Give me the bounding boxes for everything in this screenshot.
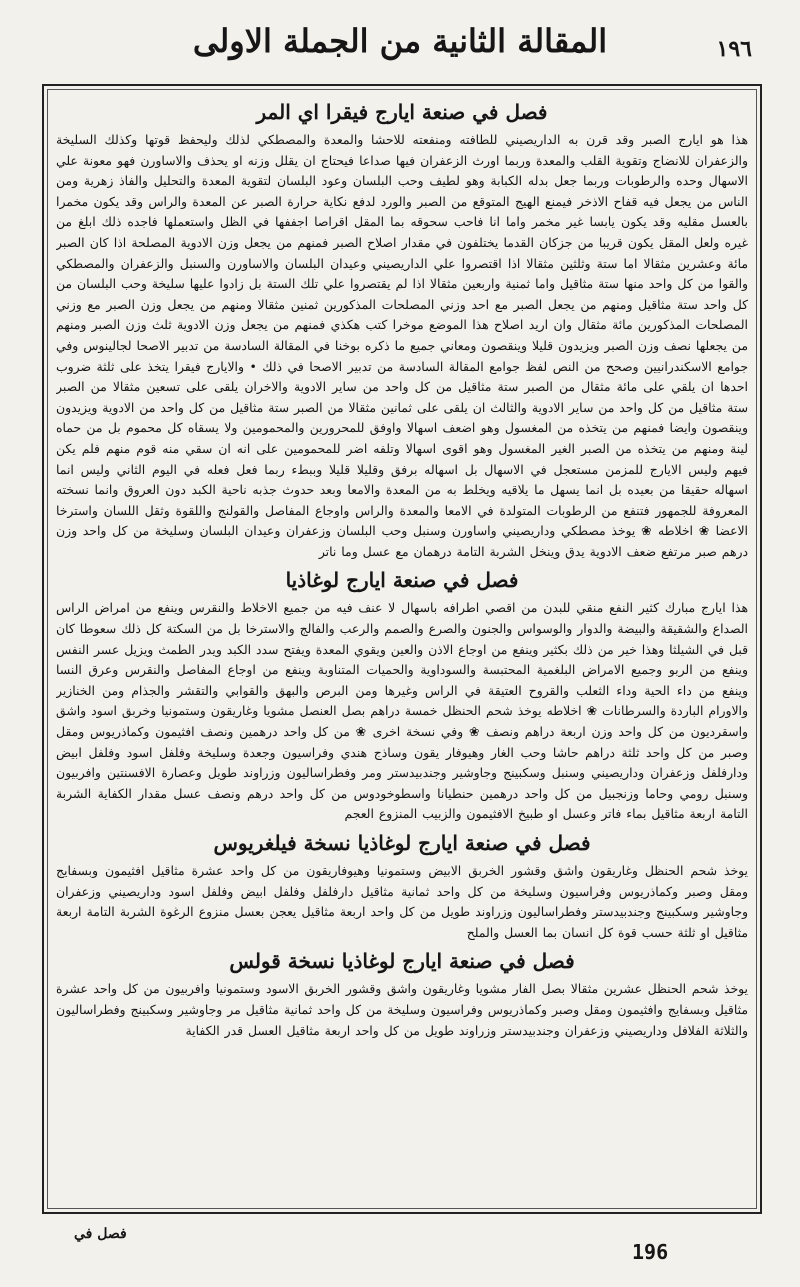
running-title: المقالة الثانية من الجملة الاولى <box>192 22 608 60</box>
section-heading: فصل في صنعة ايارج لوغاذيا نسخة فيلغريوس <box>213 831 591 855</box>
text-frame <box>42 84 762 1214</box>
section-paragraph: هذا هو ايارج الصبر وقد قرن به الداريصيني للطافته ومنفعته للاحشا والمعدة والمصطكي لذلك وليحفظ قوتها وكذلك السليخة والزعفران للانضاج وتقوية القلب والمعدة وربما اورث الزعفران فيها صداعا فيحتاج ان يقلل وزنه او يحذف والاساورن فهو معونة علي الاسهال وحده والرطوبات وربما جعل بدله الكبابة وهو لطيف وحب البلسان وعود البلسان لتقوية المعدة والتحليل والفاذ زهرية ومن الناس من يجعل فيه قفاح الاذخر فيمنع الهيج المتوقع من الصبر والورد لدفع نكاية حرارة الصبر عن المعدة والراس وقد يكون مخمرا بالعسل مقليه وقد يكون يابسا غير مخمر واما انا فاحب سحوقه بما المقل اقراصا اجففها في الظل واستعملها فاجده ذلك ابلغ من غيره ولعل المقل يكون قريبا من جزكان القدما يختلفون في مقدار اصلاح الصبر فمنهم من يجعل وزن الادوية المصلحة اذا كان الصبر مائة وعشرين مثقالا اما ستة وثلثين مثقالا اذا اقتصروا علي الداريصيني وعيدان البلسان والاساورن والسنبل والزعفران والمصطكي والقوا من كل واحد منها ستة مثاقيل واما ثمنية واربعين مثقالا اذا لم يقتصروا علي تلك الستة بل زادوا عليها سليخة وحب البلسان من كل واحد ستة مثاقيل ومنهم من يجعل الصبر مع احد وزني المصلحات المذكورين ثمنين مثقالا ومنهم من يجعل وزن الصبر مع وزني المصلحات المذكورين مائة مثقال وان اريد اصلاح هذا الموضع موخرا كتب هكذي فمنهم من يجعل وزن الادوية ثلث وزن الصبر ومنهم من يجعلها نصف وزن الصبر ويزيدون قليلا وينقصون ومعاني جميع ما ذكره بوخنا في المقالة السادسة من تدبير الاصحا لجالينوس وفي جوامع الاسكندرانيين وصحح من النص لفظ جوامع المقالة السادسة من تدبير الاصحا في ذلك • والايارج فيقرا يتخذ على ثلثة ضروب احدها ان يلقي على مائة مثقال من الصبر ستة مثاقيل من كل واحد من ساير الادوية والاخران يلقى على تسعين مثقالا من الصبر ستة مثاقيل من كل واحد من ساير الادوية والثالث ان يلقى على ثمانين مثقالا من الصبر ستة مثاقيل من كل واحد من الادوية ويزيدون وينقصون وايضا فمنهم من يتخذه من المغسول وهو اضعف اسهالا واوفق للمحرورين والمحمومين ولا يسقاه كل محموم بل من حماه لينة ومنهم من يتخذه من الصبر الغير المغسول وهو اقوى اسهالا وتلفه اضر للمحمومين على انه ان سقي منه قوم منهم فلم يكن فيهم وليس الايارج للمزمن مستعجل في الاسهال بل اسهاله برفق وقليلا قليلا وببطء ربما فعل فعله في اليوم الثاني وليس انما اسهاله حقيقا من بعيده بل انما يسهل ما يلاقيه ويخلط به من المعدة والامعا وبعد حدوث جذبه ناحية الكبد دون العروق وانما نسخته المعروفة للجمهور فتنفع من الرطوبات المتولدة في الامعا والمعدة والراس واوجاع المفاصل والقولنج واللقوة وثقل اللسان واسترخا الاعضا ❀ اخلاطه ❀ يوخذ مصطكي وداريصيني واساورن وسنبل وحب البلسان وزعفران وعيدان البلسان وسليخة من كل واحد وزن درهم صبر مرتفع ضعف الادوية يدق وينخل الشربة التامة درهمان مع عسل وما ناتر <box>56 132 748 559</box>
section-heading: فصل في صنعة ايارج لوغاذيا نسخة قولس <box>229 949 575 974</box>
text-body <box>56 94 748 1204</box>
section-paragraph: هذا ايارج مبارك كثير النفع منقي للبدن من اقصي اطرافه باسهال لا عنف فيه من جميع الاخلاط والنقرس وينفع من امراض الراس الصداع والشقيقة والبيضة والدوار والوسواس والجنون والصرع والصمم والرعب والفالج والاسترخا بل من السكتة كل ذلك سعوطا كان قبل في الشيلثا وهذا خير من ذلك بكثير وينفع من اوجاع الاذن والعين ويقوي المعدة ويفتح سدد الكبد ويدر الطمث ويزيل عسر النفس وينفع من الربو وجميع الامراض البلغمية المحتبسة والسوداوية والحميات المتناوبة وينفع من اوجاع المفاصل والنقرس وعرق النسا وينفع من داء الحية وداء الثعلب والقروح العتيقة في الراس وغيرها ومن البرص والبهق والقوابي والتقشر والجذام ومن الخنازير والاورام الباردة والسرطانات ❀ اخلاطه يوخذ شحم الحنظل خمسة دراهم بصل العنصل مشويا وغاريقون وستمونيا وخربق اسود واشق واسقرديون من كل واحد وزن اربعة دراهم ونصف ❀ وفي نسخة اخرى ❀ من كل واحد درهمين ونصف افثيمون وكماذريوس ومقل وصبر من كل واحد ثلثة دراهم حاشا وحب الغار وهيوفار يقون وساذج هندي وفراسيون وجعدة وسليخة وفلفل اسود وفلفل ابيض ودارفلفل وزعفران وداريصيني وسنبل وسكبينج وجاوشير وجندبيدستر ومر وفطراساليون وزراوند طويل وعصارة الافسنتين وافربيون وسنبل رومي وحاما وزنجبيل من كل واحد درهمين حنطيانا واسطوخودوس من كل واحد درهم ونصف عسل مقدار الكفاية الشربة التامة اربعة مثاقيل بماء فاتر وعسل او طبيخ الافثيمون والزبيب المنزوع العجم <box>56 600 748 822</box>
section-heading: فصل في صنعة ايارج لوغاذيا <box>285 568 519 593</box>
catchword: فصل في <box>74 1226 127 1242</box>
section-heading: فصل في صنعة ايارج فيقرا اي المر <box>256 100 548 124</box>
section-paragraph: يوخذ شحم الحنظل عشرين مثقالا بصل الفار مشويا وغاريقون واشق وقشور الخربق الاسود وستمونيا وافربيون من كل واحد عشرة مثاقيل وبسفايج وافثيمون ومقل وصبر وكماذريوس وفراسيون وسليخة من كل واحد ثمانية مثاقيل مر وجاوشير وسكبينج وفطراساليون والثلاثة الفلافل وداريصيني وزعفران وجندبيدستر وزراوند طويل من كل واحد اربعة مثاقيل العسل قدر الكفاية <box>56 981 748 1038</box>
page-header <box>0 22 800 70</box>
folio-top: ١٩٦ <box>716 36 752 62</box>
section-paragraph: يوخذ شحم الحنظل وغاريقون واشق وقشور الخربق الابيض وستمونيا وهيوفاريقون من كل واحد عشرة مثاقيل افثيمون وبسفايج ومقل وصبر وكماذريوس وفراسيون وسليخة من كل واحد ثمانية مثاقيل دارفلفل وفلفل ابيض وفلفل اسود وداريصيني وزعفران وجاوشير وسكبينج وجندبيدستر وفطراساليون وزراوند طويل من كل واحد اربعة مثاقيل يعجن بعسل منزوع الرغوة الشربة التامة اربعة مثاقيل او ثلثة حسب قوة كل انسان بما العسل والملح <box>56 863 748 940</box>
page-number: 196 <box>632 1240 669 1264</box>
